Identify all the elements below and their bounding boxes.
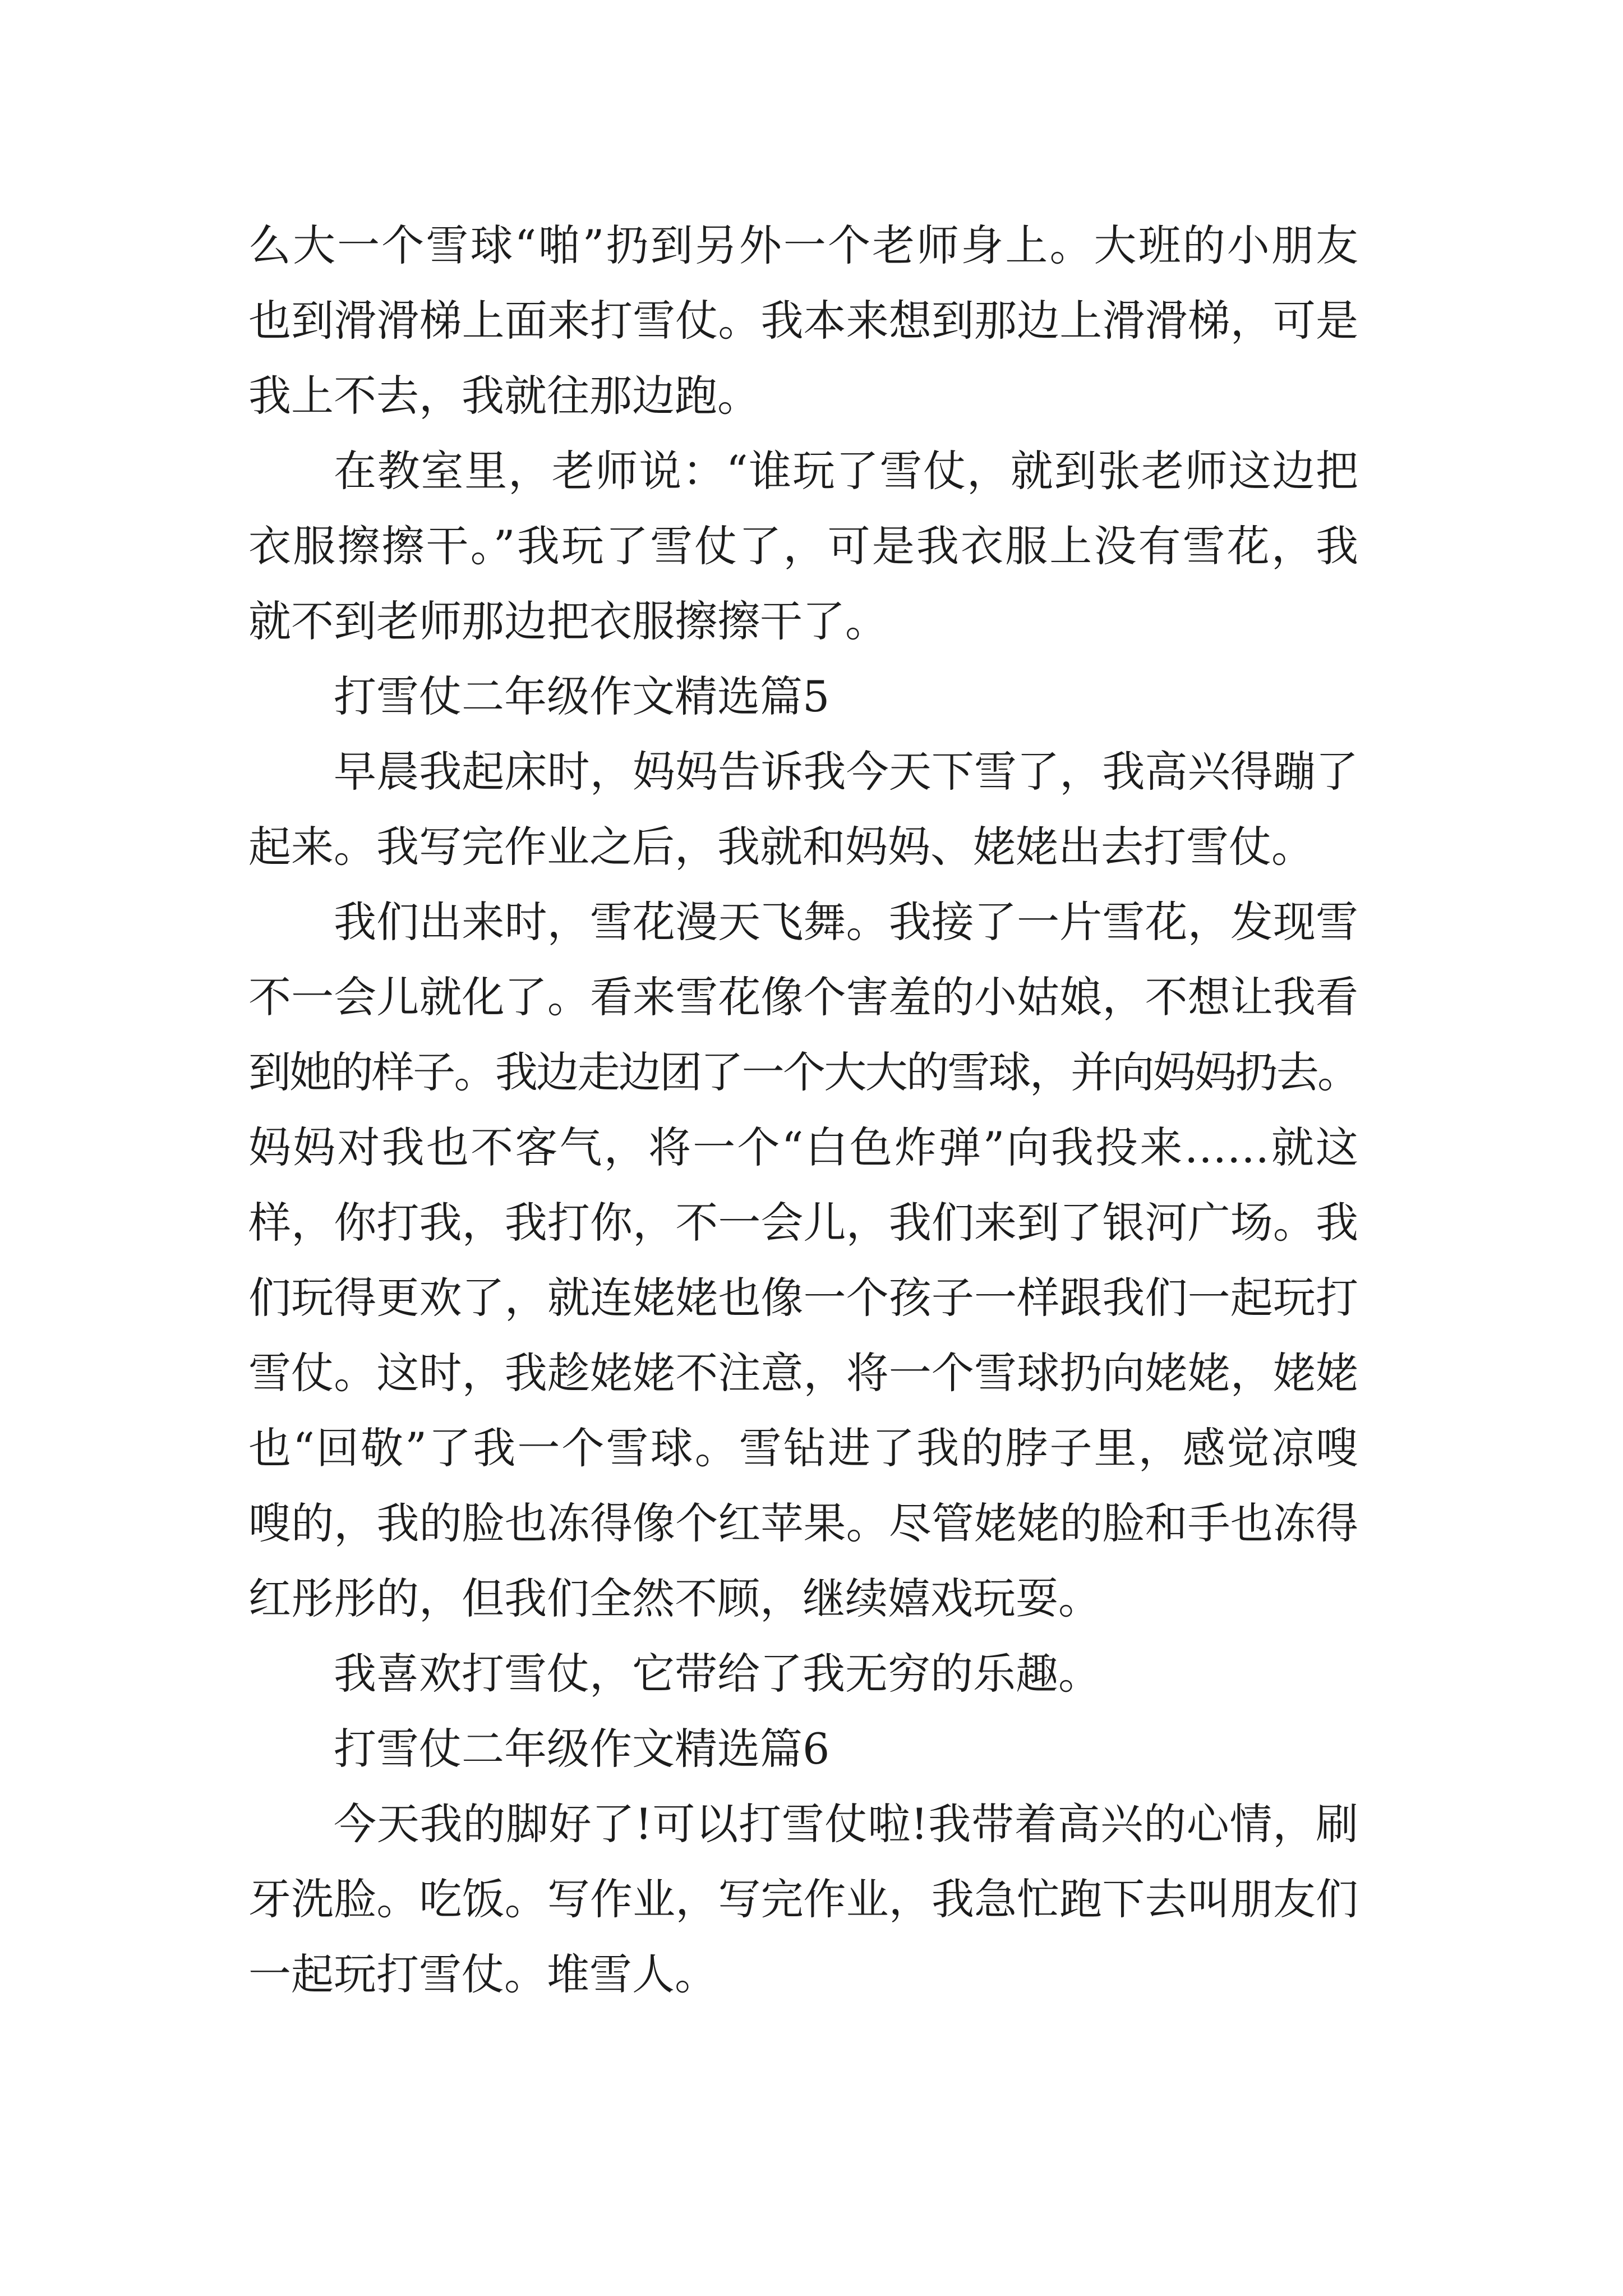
text-line: 样，你打我，我打你，不一会儿，我们来到了银河广场。我 — [248, 1198, 1358, 1248]
text-line: 雪仗。这时，我趁姥姥不注意，将一个雪球扔向姥姥，姥姥 — [248, 1348, 1358, 1398]
section-heading: 打雪仗二年级作文精选篇6 — [334, 1724, 830, 1774]
text-line: 起来。我写完作业之后，我就和妈妈、姥姥出去打雪仗。 — [248, 822, 1314, 872]
text-line: 到她的样子。我边走边团了一个大大的雪球，并向妈妈扔去。 — [248, 1047, 1358, 1097]
text-line: 不一会儿就化了。看来雪花像个害羞的小姑娘，不想让我看 — [248, 972, 1358, 1022]
text-line: 我喜欢打雪仗，它带给了我无穷的乐趣。 — [334, 1649, 1101, 1699]
text-line: 红彤彤的，但我们全然不顾，继续嬉戏玩耍。 — [248, 1573, 1101, 1623]
text-line: 早晨我起床时，妈妈告诉我今天下雪了，我高兴得蹦了 — [334, 747, 1358, 797]
section-heading: 打雪仗二年级作文精选篇5 — [334, 671, 830, 721]
text-line: 嗖的，我的脸也冻得像个红苹果。尽管姥姥的脸和手也冻得 — [248, 1498, 1358, 1548]
text-line: 也到滑滑梯上面来打雪仗。我本来想到那边上滑滑梯，可是 — [248, 296, 1358, 346]
document-body — [248, 208, 1358, 2012]
text-line: 我上不去，我就往那边跑。 — [248, 371, 760, 421]
text-line: 牙洗脸。吃饭。写作业，写完作业，我急忙跑下去叫朋友们 — [248, 1874, 1358, 1924]
text-line: 么大一个雪球“啪”扔到另外一个老师身上。大班的小朋友 — [248, 220, 1358, 270]
text-line: 妈妈对我也不客气，将一个“白色炸弹”向我投来……就这 — [248, 1122, 1358, 1172]
text-line: 一起玩打雪仗。堆雪人。 — [248, 1949, 717, 1999]
text-line: 我们出来时，雪花漫天飞舞。我接了一片雪花，发现雪 — [334, 897, 1358, 947]
text-line: 衣服擦擦干。”我玩了雪仗了，可是我衣服上没有雪花，我 — [248, 521, 1358, 571]
text-line: 也“回敬”了我一个雪球。雪钻进了我的脖子里，感觉凉嗖 — [248, 1423, 1358, 1473]
text-line: 就不到老师那边把衣服擦擦干了。 — [248, 596, 888, 646]
text-line: 今天我的脚好了!可以打雪仗啦!我带着高兴的心情，刷 — [334, 1799, 1358, 1849]
text-line: 们玩得更欢了，就连姥姥也像一个孩子一样跟我们一起玩打 — [248, 1273, 1358, 1323]
text-line: 在教室里，老师说：“谁玩了雪仗，就到张老师这边把 — [334, 446, 1358, 496]
